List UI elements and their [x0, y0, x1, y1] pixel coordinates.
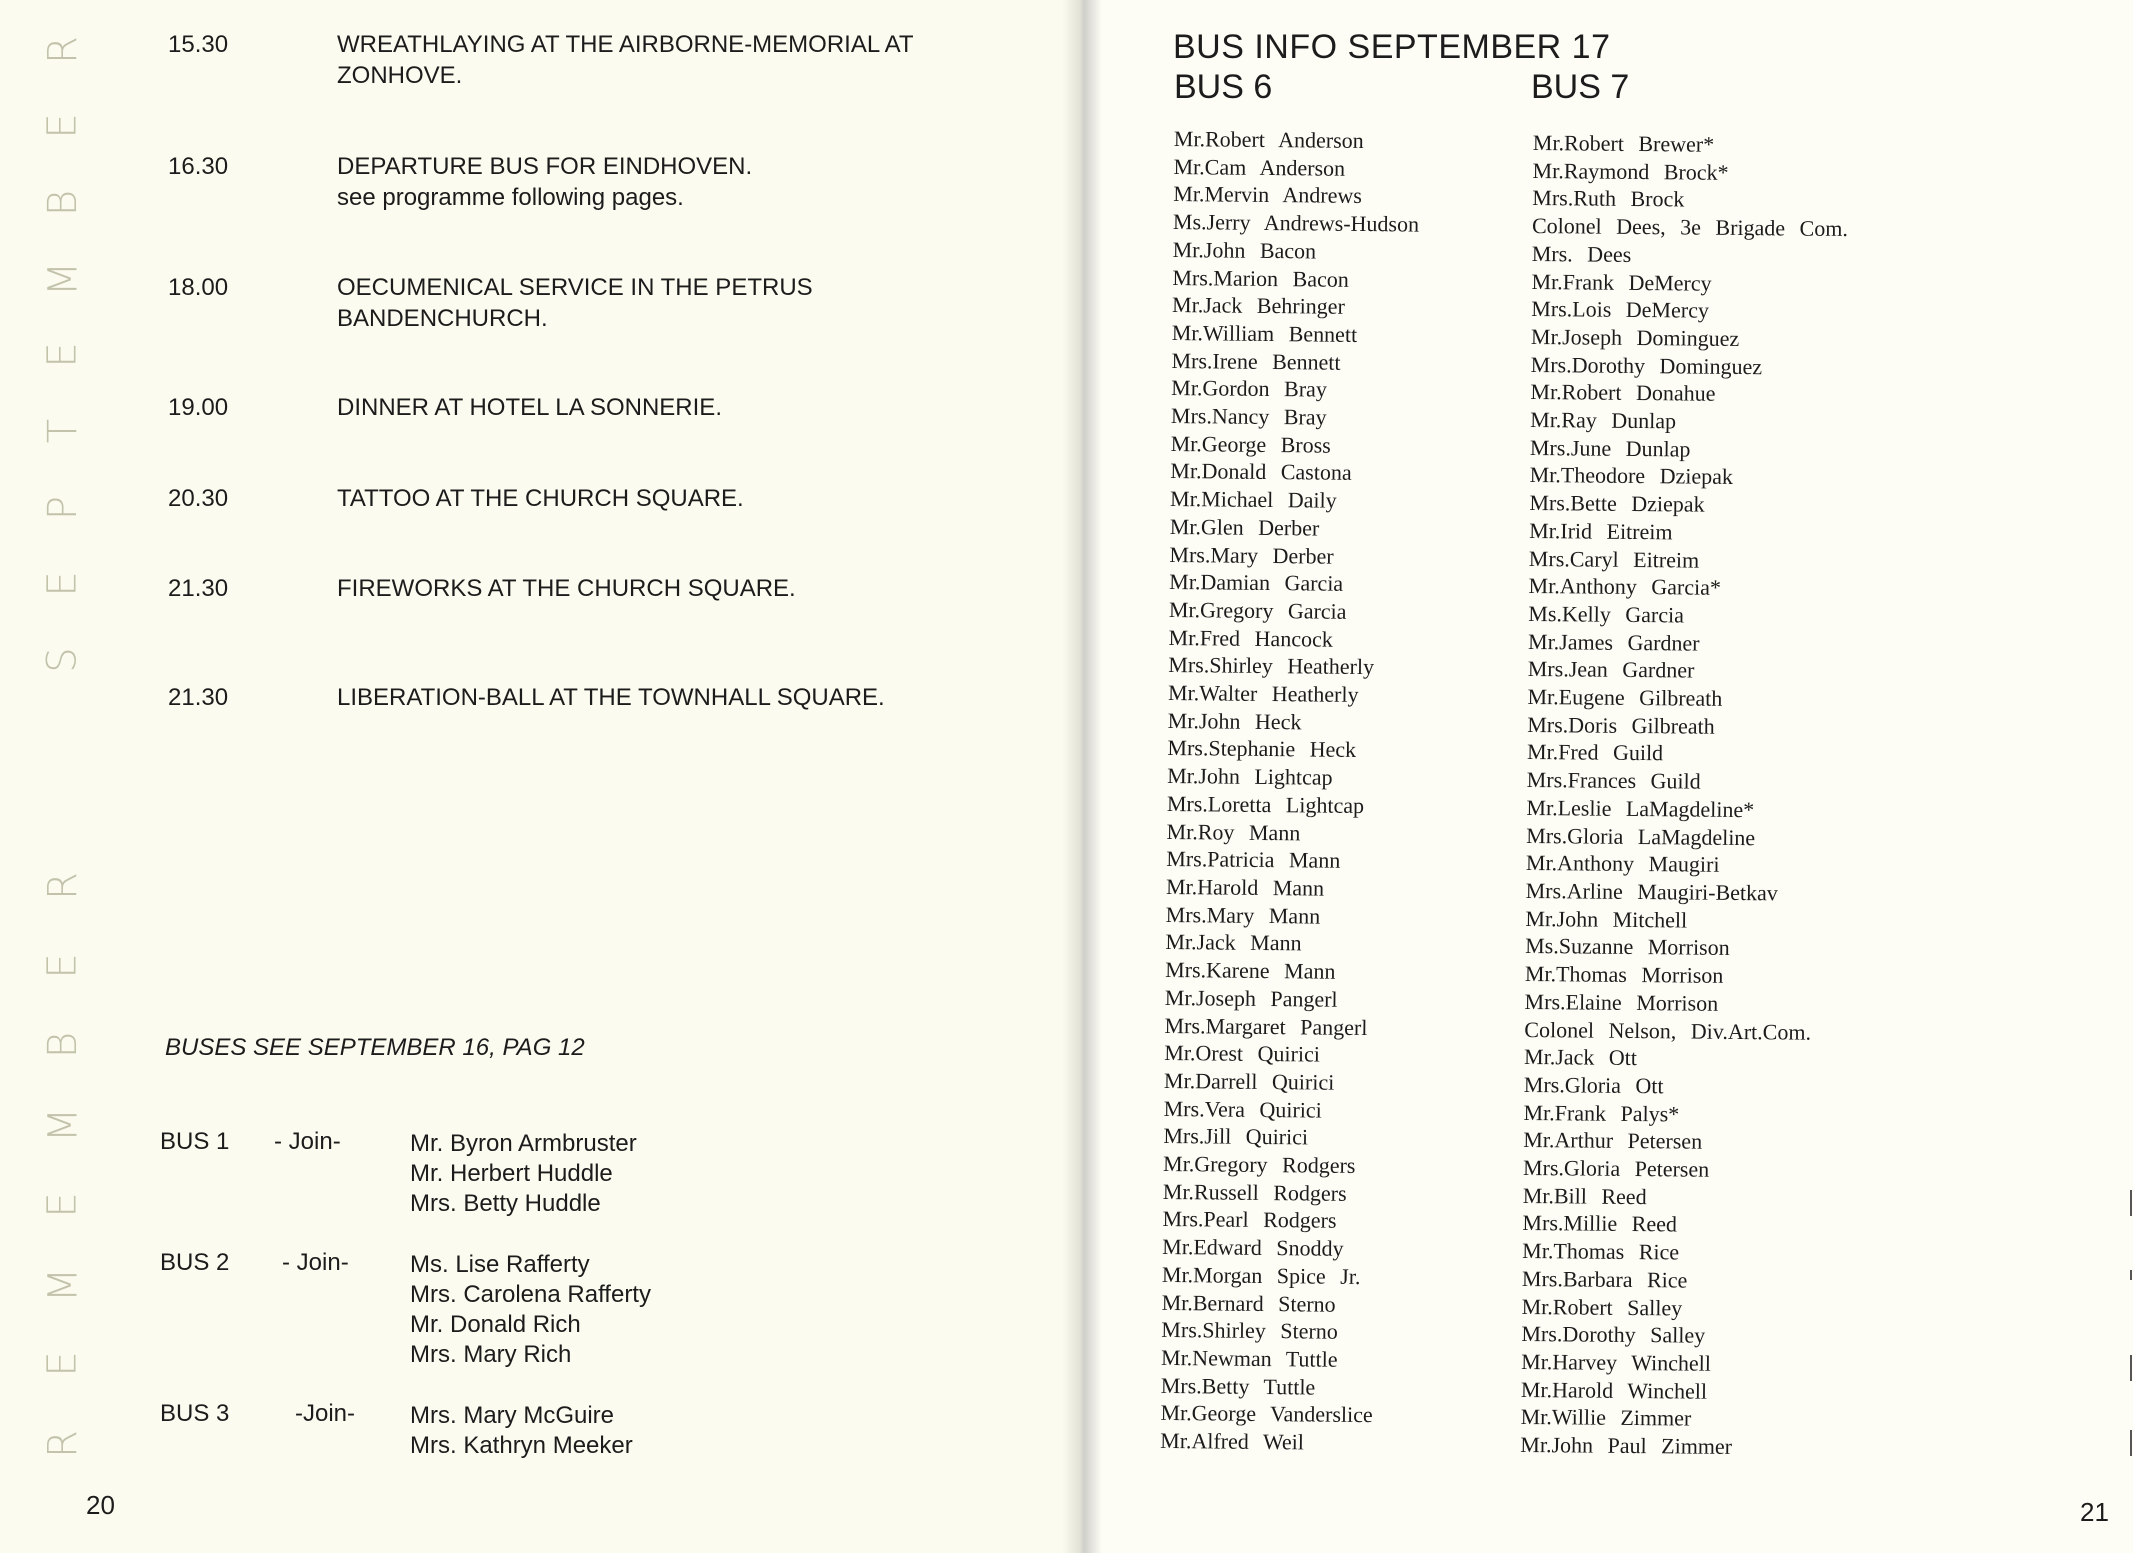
passenger-name: Mr.Mervin Andrews: [1173, 181, 1363, 209]
passenger-name: Mrs.June Dunlap: [1529, 434, 1691, 462]
side-letter: E: [40, 1351, 86, 1377]
bus7-heading: BUS 7: [1531, 68, 1630, 106]
passenger-name: Mr. Byron Armbruster: [410, 1130, 637, 1157]
bus-join-label: - Join-: [274, 1128, 341, 1155]
programme-time: 15.30: [168, 31, 229, 58]
bus-join-names: [410, 1129, 637, 1219]
passenger-name: Mrs.Doris Gilbreath: [1527, 711, 1715, 739]
programme-event: DEPARTURE BUS FOR EINDHOVEN. see programme following pages.: [337, 153, 753, 211]
side-letter: R: [39, 36, 86, 64]
side-letter: M: [39, 1267, 86, 1302]
passenger-name: Mr.Newman Tuttle: [1160, 1344, 1338, 1372]
page-number-right: 21: [2080, 1497, 2109, 1527]
side-word-remember: [38, 866, 88, 1464]
passenger-name: Mr.Morgan Spice Jr.: [1161, 1261, 1361, 1289]
passenger-name: Mrs.Patricia Mann: [1166, 846, 1341, 874]
side-letter: E: [40, 953, 86, 979]
page-number-left: 20: [86, 1490, 115, 1520]
passenger-name: Colonel Dees, 3e Brigade Com.: [1531, 213, 1849, 242]
passenger-name: Mr.Orest Quirici: [1164, 1040, 1321, 1067]
side-word-september: [38, 30, 88, 680]
bus-join-names: [410, 1250, 651, 1370]
passenger-name: Ms.Suzanne Morrison: [1525, 933, 1730, 961]
passenger-name: Mrs.Stephanie Heck: [1167, 735, 1357, 763]
passenger-name: Mrs.Gloria Ott: [1523, 1071, 1664, 1099]
passenger-name: Mr.Robert Salley: [1521, 1293, 1683, 1321]
passenger-name: Mr.Theodore Dziepak: [1529, 462, 1734, 490]
passenger-name: Mr.Damian Garcia: [1169, 569, 1344, 597]
passenger-name: Mr.Glen Derber: [1169, 513, 1320, 541]
buses-note: BUSES SEE SEPTEMBER 16, PAG 12: [165, 1034, 585, 1061]
passenger-name: Mrs.Dorothy Salley: [1521, 1321, 1706, 1348]
side-letter: B: [39, 1032, 86, 1059]
passenger-name: Mrs.Shirley Heatherly: [1168, 652, 1375, 680]
passenger-name: Mrs.Vera Quirici: [1163, 1095, 1322, 1123]
passenger-name: Mr.John Lightcap: [1167, 763, 1333, 790]
passenger-name: Mr.James Gardner: [1527, 628, 1700, 656]
bus-join-names: [410, 1401, 633, 1461]
passenger-name: Mrs.Irene Bennett: [1171, 347, 1341, 375]
passenger-name: Mr.Russell Rodgers: [1162, 1178, 1347, 1206]
side-letter: E: [40, 113, 86, 139]
passenger-name: Mrs. Mary McGuire: [410, 1402, 614, 1429]
passenger-name: Mrs.Dorothy Dominguez: [1530, 351, 1763, 379]
programme-event: WREATHLAYING AT THE AIRBORNE-MEMORIAL AT ZONHOVE.: [337, 31, 914, 89]
passenger-name: Mr.Eugene Gilbreath: [1527, 684, 1723, 711]
page-title: BUS INFO SEPTEMBER 17: [1173, 28, 1611, 66]
passenger-name: Mrs.Loretta Lightcap: [1166, 790, 1365, 818]
passenger-name: Mrs.Pearl Rodgers: [1162, 1206, 1337, 1234]
passenger-name: Mr.John Heck: [1167, 707, 1302, 735]
passenger-name: Mrs.Bette Dziepak: [1529, 490, 1705, 517]
passenger-name: Mrs.Betty Tuttle: [1160, 1372, 1316, 1400]
passenger-name: Mr.Bernard Sterno: [1161, 1289, 1336, 1317]
programme-event: FIREWORKS AT THE CHURCH SQUARE.: [337, 575, 796, 602]
passenger-name: Mr.Jack Mann: [1165, 929, 1302, 956]
side-letter: E: [40, 571, 86, 597]
passenger-name: Mr.Anthony Maugiri: [1525, 850, 1720, 878]
passenger-name: Mr.Roy Mann: [1166, 818, 1301, 845]
passenger-name: Mrs.Arline Maugiri-Betkav: [1525, 877, 1778, 906]
edge-mark: [2130, 1355, 2132, 1381]
programme-time: 16.30: [168, 153, 229, 180]
programme-event: TATTOO AT THE CHURCH SQUARE.: [337, 485, 744, 512]
programme-event: LIBERATION-BALL AT THE TOWNHALL SQUARE.: [337, 684, 885, 711]
passenger-name: Mr.Leslie LaMagdeline*: [1526, 794, 1755, 823]
passenger-name: Mrs.Frances Guild: [1526, 767, 1701, 794]
passenger-name: Mrs.Jill Quirici: [1163, 1123, 1309, 1150]
bus6-heading: BUS 6: [1174, 68, 1273, 106]
passenger-name: Mr.Willie Zimmer: [1520, 1404, 1692, 1431]
passenger-name: Mr.Frank DeMercy: [1531, 268, 1712, 296]
side-letter: E: [40, 1192, 86, 1218]
side-letter: M: [39, 261, 86, 297]
passenger-name: Mrs.Marion Bacon: [1172, 264, 1349, 292]
passenger-name: Mrs. Mary Rich: [410, 1341, 572, 1368]
passenger-name: Mr.John Bacon: [1172, 236, 1317, 264]
passenger-name: Mr.Raymond Brock*: [1532, 157, 1729, 185]
passenger-name: Mrs.Mary Derber: [1169, 541, 1334, 569]
passenger-name: Mr. Herbert Huddle: [410, 1160, 613, 1187]
passenger-name: Mrs.Mary Mann: [1165, 901, 1321, 929]
passenger-name: Mrs. Betty Huddle: [410, 1190, 601, 1217]
passenger-name: Mr.Frank Palys*: [1523, 1099, 1680, 1127]
passenger-name: Mrs.Ruth Brock: [1532, 185, 1685, 212]
passenger-name: Mrs.Barbara Rice: [1521, 1265, 1688, 1293]
passenger-name: Mrs.Lois DeMercy: [1531, 296, 1710, 323]
passenger-name: Mr.John Paul Zimmer: [1520, 1431, 1733, 1460]
bus-label: BUS 3: [160, 1400, 230, 1427]
edge-mark: [2130, 1430, 2132, 1456]
programme-event: DINNER AT HOTEL LA SONNERIE.: [337, 394, 722, 421]
passenger-name: Mr. Donald Rich: [410, 1311, 581, 1338]
passenger-name: Mr.Robert Brewer*: [1532, 129, 1715, 157]
passenger-name: Mr.Gregory Rodgers: [1162, 1150, 1356, 1178]
side-letter: R: [39, 1430, 86, 1458]
passenger-name: Mr.Walter Heatherly: [1167, 680, 1359, 708]
passenger-name: Mrs.Karene Mann: [1165, 957, 1336, 984]
edge-mark: [2130, 1270, 2132, 1280]
passenger-name: Mrs.Gloria Petersen: [1522, 1154, 1710, 1182]
passenger-name: Mr.Gordon Bray: [1171, 375, 1328, 402]
passenger-name: Mr.Irid Eitreim: [1529, 517, 1673, 545]
passenger-name: Mr.Jack Behringer: [1171, 292, 1345, 320]
passenger-name: Mrs. Dees: [1531, 240, 1632, 267]
bus-join-label: - Join-: [282, 1249, 349, 1276]
passenger-name: Ms.Jerry Andrews-Hudson: [1172, 209, 1420, 237]
passenger-name: Mr.Thomas Rice: [1522, 1238, 1680, 1265]
passenger-name: Mrs.Millie Reed: [1522, 1210, 1678, 1237]
passenger-name: Mrs.Nancy Bray: [1170, 403, 1327, 430]
bus-join-label: -Join-: [295, 1400, 356, 1427]
passenger-name: Mr.Darrell Quirici: [1163, 1067, 1335, 1095]
passenger-name: Mr.Thomas Morrison: [1524, 961, 1724, 988]
passenger-name: Mr.Cam Anderson: [1173, 153, 1346, 181]
passenger-name: Mrs.Caryl Eitreim: [1528, 545, 1700, 573]
passenger-name: Mrs. Kathryn Meeker: [410, 1432, 633, 1459]
side-letter: B: [39, 189, 86, 216]
passenger-name: Mr.Fred Guild: [1526, 739, 1664, 766]
programme-time: 20.30: [168, 485, 229, 512]
programme-time: 21.30: [168, 575, 229, 602]
passenger-name: Mr.John Mitchell: [1525, 905, 1688, 933]
passenger-name: Mr.Alfred Weil: [1160, 1427, 1305, 1455]
passenger-name: Mr.Anthony Garcia*: [1528, 573, 1722, 601]
side-letter: E: [40, 342, 86, 368]
passenger-name: Mr.Joseph Pangerl: [1164, 984, 1338, 1012]
passenger-name: Mr.Ray Dunlap: [1530, 407, 1677, 434]
bus6-passenger-list: [1160, 125, 1420, 1457]
passenger-name: Ms.Kelly Garcia: [1528, 600, 1685, 628]
passenger-name: Mrs.Gloria LaMagdeline: [1526, 822, 1756, 850]
side-letter: P: [40, 495, 86, 520]
passenger-name: Mr.Robert Anderson: [1173, 125, 1364, 153]
programme-time: 19.00: [168, 394, 229, 421]
passenger-name: Mr.Jack Ott: [1523, 1044, 1638, 1071]
passenger-name: Mr.Gregory Garcia: [1168, 596, 1347, 624]
programme-time: 18.00: [168, 274, 229, 301]
side-letter: R: [39, 872, 86, 900]
programme-event: OECUMENICAL SERVICE IN THE PETRUS BANDENCHURCH.: [337, 274, 813, 332]
passenger-name: Mrs.Elaine Morrison: [1524, 988, 1719, 1016]
passenger-name: Mrs. Carolena Rafferty: [410, 1281, 651, 1308]
passenger-name: Mrs.Jean Gardner: [1527, 656, 1695, 683]
side-letter: M: [39, 1107, 86, 1143]
passenger-name: Mr.Harold Winchell: [1520, 1376, 1708, 1404]
passenger-name: Ms. Lise Rafferty: [410, 1251, 590, 1278]
passenger-name: Mr.Michael Daily: [1169, 486, 1337, 513]
passenger-name: Mr.George Vanderslice: [1160, 1400, 1373, 1428]
passenger-name: Mr.Robert Donahue: [1530, 379, 1716, 407]
passenger-name: Mr.Arthur Petersen: [1523, 1127, 1703, 1154]
bus7-passenger-list: [1520, 129, 1849, 1462]
programme-time: 21.30: [168, 684, 229, 711]
side-letter: T: [40, 419, 86, 444]
bus-label: BUS 1: [160, 1128, 230, 1155]
passenger-name: Mr.Harold Mann: [1165, 873, 1325, 901]
bus-label: BUS 2: [160, 1249, 230, 1276]
passenger-name: Colonel Nelson, Div.Art.Com.: [1524, 1016, 1812, 1045]
passenger-name: Mr.Edward Snoddy: [1162, 1234, 1344, 1261]
passenger-name: Mr.William Bennett: [1171, 319, 1358, 347]
edge-mark: [2130, 1190, 2132, 1216]
passenger-name: Mr.Donald Castona: [1170, 458, 1352, 486]
passenger-name: Mr.George Bross: [1170, 430, 1331, 458]
passenger-name: Mrs.Margaret Pangerl: [1164, 1012, 1368, 1040]
passenger-name: Mr.Harvey Winchell: [1521, 1348, 1712, 1376]
passenger-name: Mrs.Shirley Sterno: [1161, 1317, 1338, 1345]
side-letter: S: [39, 647, 86, 673]
passenger-name: Mr.Bill Reed: [1522, 1182, 1647, 1209]
passenger-name: Mr.Joseph Dominguez: [1530, 323, 1740, 351]
passenger-name: Mr.Fred Hancock: [1168, 624, 1333, 652]
